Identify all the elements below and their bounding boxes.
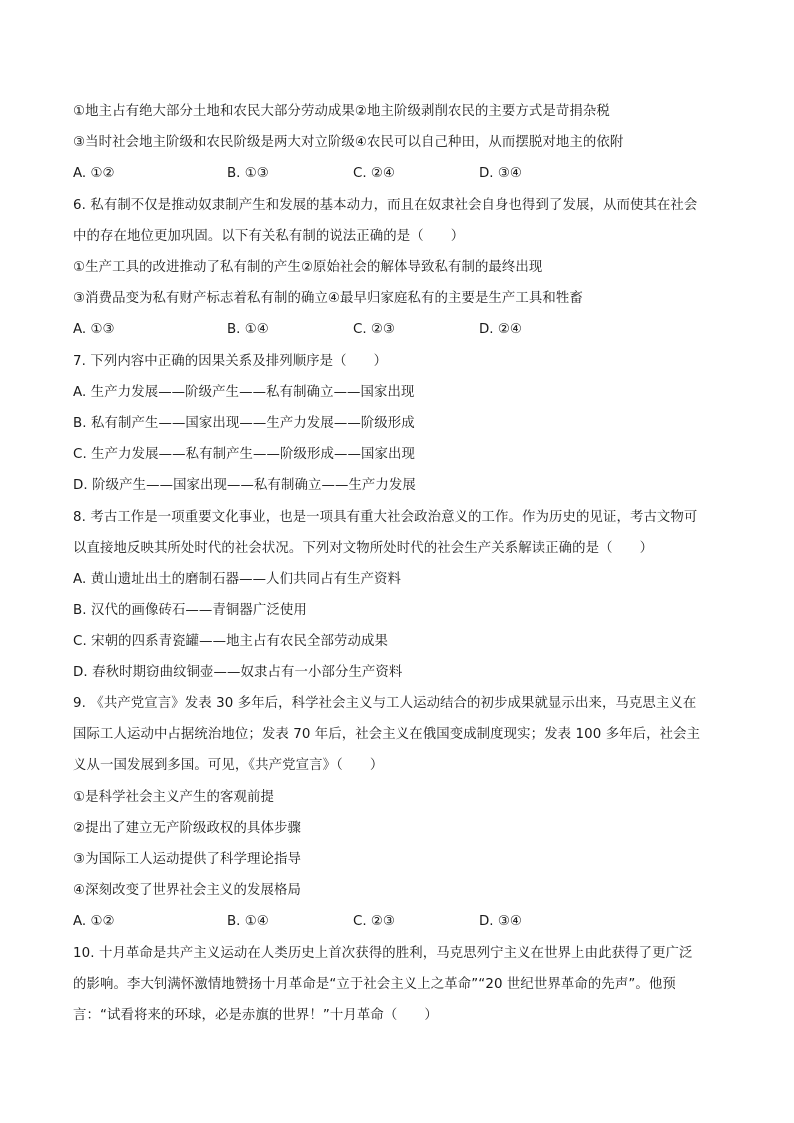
q9-option-b: B. ①④ [227, 914, 269, 929]
q6-statement-line-2: ③消费品变为私有财产标志着私有制的确立④最早归家庭私有的主要是生产工具和牲畜 [73, 291, 583, 306]
q7-option-c: C. 生产力发展——私有制产生——阶级形成——国家出现 [73, 447, 415, 462]
q8-stem-line-2: 以直接地反映其所处时代的社会状况。下列对文物所处时代的社会生产关系解读正确的是（ ） [73, 541, 654, 556]
q5-option-a: A. ①② [73, 166, 115, 181]
q5-option-d: D. ③④ [479, 166, 522, 181]
q5-statement-line-2: ③当时社会地主阶级和农民阶级是两大对立阶级④农民可以自己种田，从而摆脱对地主的依附 [73, 135, 624, 150]
q5-option-b: B. ①③ [227, 166, 269, 181]
q7-option-a: A. 生产力发展——阶级产生——私有制确立——国家出现 [73, 385, 415, 400]
q8-option-a: A. 黄山遗址出土的磨制石器——人们共同占有生产资料 [73, 572, 402, 587]
q9-stem-line-1: 9. 《共产党宣言》发表 30 多年后，科学社会主义与工人运动结合的初步成果就显示出来，马克思主义在 [73, 696, 697, 711]
q9-option-a: A. ①② [73, 914, 115, 929]
q9-statement-1: ①是科学社会主义产生的客观前提 [73, 790, 274, 805]
q6-statement-line-1: ①生产工具的改进推动了私有制的产生②原始社会的解体导致私有制的最终出现 [73, 260, 543, 275]
q6-stem-line-2: 中的存在地位更加巩固。以下有关私有制的说法正确的是（ ） [73, 229, 465, 244]
q7-option-d: D. 阶级产生——国家出现——私有制确立——生产力发展 [73, 478, 416, 493]
q8-option-b: B. 汉代的画像砖石——青铜器广泛使用 [73, 603, 307, 618]
q9-option-d: D. ③④ [479, 914, 522, 929]
q9-stem-line-2: 国际工人运动中占据统治地位；发表 70 年后，社会主义在俄国变成制度现实；发表 100 多年后，社会主 [73, 727, 701, 742]
q8-stem-line-1: 8. 考古工作是一项重要文化事业，也是一项具有重大社会政治意义的工作。作为历史的见证，考古文物可 [73, 510, 698, 525]
q7-option-b: B. 私有制产生——国家出现——生产力发展——阶级形成 [73, 416, 415, 431]
q6-option-c: C. ②③ [353, 322, 395, 337]
q6-stem-line-1: 6. 私有制不仅是推动奴隶制产生和发展的基本动力，而且在奴隶社会自身也得到了发展，从而使其在社会 [73, 198, 698, 213]
q9-stem-line-3: 义从一国发展到多国。可见，《共产党宣言》（ ） [73, 758, 384, 773]
q10-stem-line-2: 的影响。李大钊满怀激情地赞扬十月革命是“立于社会主义上之革命”“20 世纪世界革命的先声”。他预 [73, 977, 676, 992]
q7-stem: 7. 下列内容中正确的因果关系及排列顺序是（ ） [73, 354, 388, 369]
q6-option-b: B. ①④ [227, 322, 269, 337]
q6-option-a: A. ①③ [73, 322, 115, 337]
q8-option-c: C. 宋朝的四系青瓷罐——地主占有农民全部劳动成果 [73, 634, 388, 649]
q10-stem-line-1: 10. 十月革命是共产主义运动在人类历史上首次获得的胜利，马克思列宁主义在世界上由此获得了更广泛 [73, 946, 693, 961]
q9-statement-3: ③为国际工人运动提供了科学理论指导 [73, 852, 301, 867]
q9-statement-2: ②提出了建立无产阶级政权的具体步骤 [73, 821, 301, 836]
q9-option-c: C. ②③ [353, 914, 395, 929]
q9-statement-4: ④深刻改变了世界社会主义的发展格局 [73, 883, 301, 898]
q8-option-d: D. 春秋时期窃曲纹铜壶——奴隶占有一小部分生产资料 [73, 665, 403, 680]
q5-statement-line-1: ①地主占有绝大部分土地和农民大部分劳动成果②地主阶级剥削农民的主要方式是苛捐杂税 [73, 104, 610, 119]
q5-option-c: C. ②④ [353, 166, 395, 181]
q10-stem-line-3: 言：“试看将来的环球，必是赤旗的世界！”十月革命（ ） [73, 1008, 438, 1023]
q6-option-d: D. ②④ [479, 322, 522, 337]
